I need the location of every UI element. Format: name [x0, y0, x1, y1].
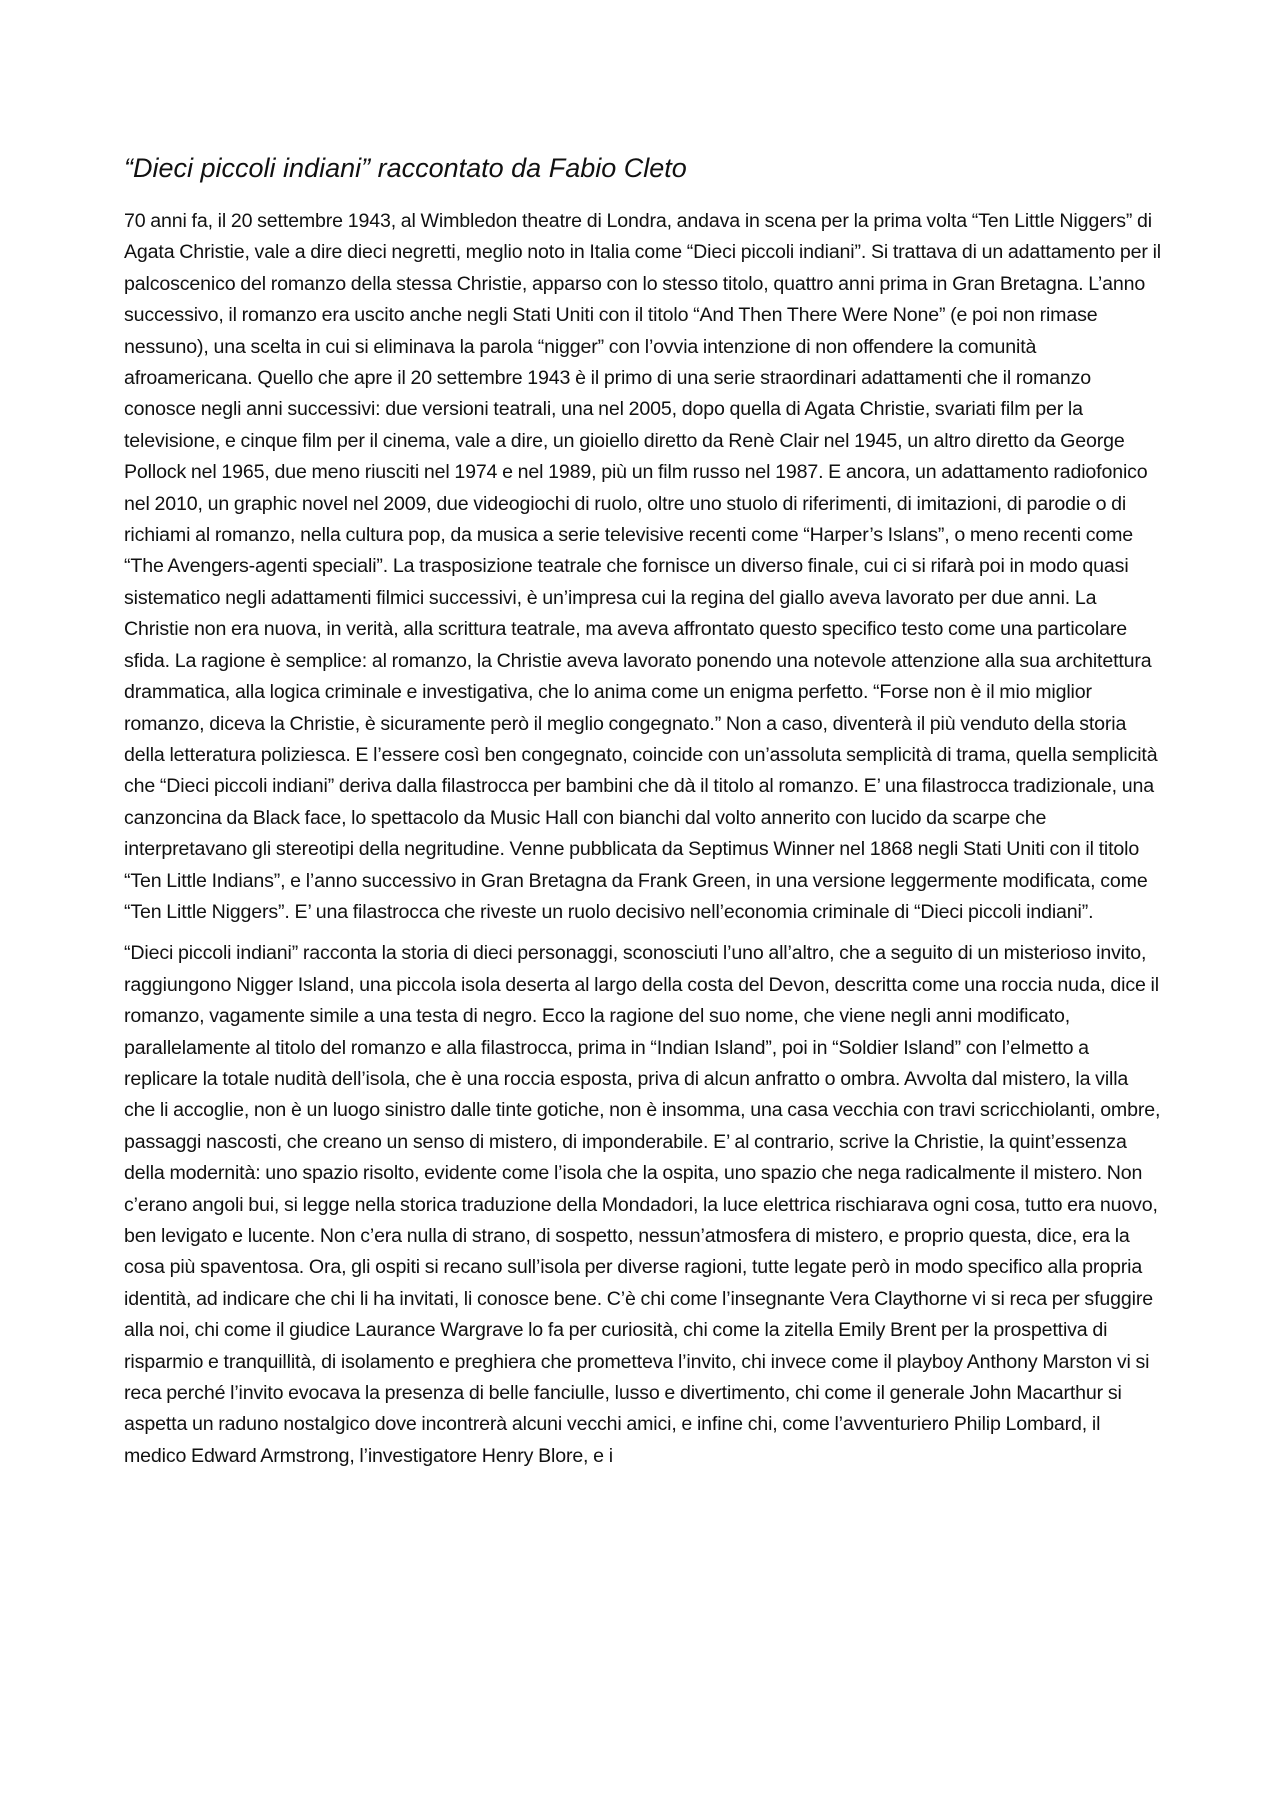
- body-paragraph-2: “Dieci piccoli indiani” racconta la storia di dieci personaggi, sconosciuti l’uno all’altro, che a seguito di un misterioso invito, raggiungono Nigger Island, una piccola isola deserta al largo della costa del Devon, descritta come una roccia nuda, dice il romanzo, vagamente simile a una testa di negro. Ecco la ragione del suo nome, che viene negli anni modificato, parallelamente al titolo del romanzo e alla filastrocca, prima in “Indian Island”, poi in “Soldier Island” con l’elmetto a replicare la totale nudità dell’isola, che è una roccia esposta, priva di alcun anfratto o ombra. Avvolta dal mistero, la villa che li accoglie, non è un luogo sinistro dalle tinte gotiche, non è insomma, una casa vecchia con travi scricchiolanti, ombre, passaggi nascosti, che creano un senso di mistero, di imponderabile. E’ al contrario, scrive la Christie, la quint’essenza della modernità: uno spazio risolto, evidente come l’isola che la ospita, uno spazio che nega radicalmente il mistero. Non c’erano angoli bui, si legge nella storica traduzione della Mondadori, la luce elettrica rischiarava ogni cosa, tutto era nuovo, ben levigato e lucente. Non c’era nulla di strano, di sospetto, nessun’atmosfera di mistero, e proprio questa, dice, era la cosa più spaventosa. Ora, gli ospiti si recano sull’isola per diverse ragioni, tutte legate però in modo specifico alla propria identità, ad indicare che chi li ha invitati, li conosce bene. C’è chi come l’insegnante Vera Claythorne vi si reca per sfuggire alla noi, chi come il giudice Laurance Wargrave lo fa per curiosità, chi come la zitella Emily Brent per la prospettiva di risparmio e tranquillità, di isolamento e preghiera che prometteva l’invito, chi invece come il playboy Anthony Marston vi si reca perché l’invito evocava la presenza di belle fanciulle, lusso e divertimento, chi come il generale John Macarthur si aspetta un raduno nostalgico dove incontrerà alcuni vecchi amici, e infine chi, come l’avventuriero Philip Lombard, il medico Edward Armstrong, l’investigatore Henry Blore, e i: [124, 942, 1161, 1467]
- document-title: “Dieci piccoli indiani” raccontato da Fabio Cleto: [124, 153, 687, 183]
- body-paragraph-1: 70 anni fa, il 20 settembre 1943, al Wimbledon theatre di Londra, andava in scena per la prima volta “Ten Little Niggers” di Agata Christie, vale a dire dieci negretti, meglio noto in Italia come “Dieci piccoli indiani”. Si trattava di un adattamento per il palcoscenico del romanzo della stessa Christie, apparso con lo stesso titolo, quattro anni prima in Gran Bretagna. L’anno successivo, il romanzo era uscito anche negli Stati Uniti con il titolo “And Then There Were None” (e poi non rimase nessuno), una scelta in cui si eliminava la parola “nigger” con l’ovvia intenzione di non offendere la comunità afroamericana. Quello che apre il 20 settembre 1943 è il primo di una serie straordinari adattamenti che il romanzo conosce negli anni successivi: due versioni teatrali, una nel 2005, dopo quella di Agata Christie, svariati film per la televisione, e cinque film per il cinema, vale a dire, un gioiello diretto da Renè Clair nel 1945, un altro diretto da George Pollock nel 1965, due meno riusciti nel 1974 e nel 1989, più un film russo nel 1987. E ancora, un adattamento radiofonico nel 2010, un graphic novel nel 2009, due videogiochi di ruolo, oltre uno stuolo di riferimenti, di imitazioni, di parodie o di richiami al romanzo, nella cultura pop, da musica a serie televisive recenti come “Harper’s Islans”, o meno recenti come “The Avengers-agenti speciali”. La trasposizione teatrale che fornisce un diverso finale, cui ci si rifarà poi in modo quasi sistematico negli adattamenti filmici successivi, è un’impresa cui la regina del giallo aveva lavorato per due anni. La Christie non era nuova, in verità, alla scrittura teatrale, ma aveva affrontato questo specifico testo come una particolare sfida. La ragione è semplice: al romanzo, la Christie aveva lavorato ponendo una notevole attenzione alla sua architettura drammatica, alla logica criminale e investigativa, che lo anima come un enigma perfetto. “Forse non è il mio miglior romanzo, diceva la Christie, è sicuramente però il meglio congegnato.” Non a caso, diventerà il più venduto della storia della letteratura poliziesca. E l’essere così ben congegnato, coincide con un’assoluta semplicità di trama, quella semplicità che “Dieci piccoli indiani” deriva dalla filastrocca per bambini che dà il titolo al romanzo. E’ una filastrocca tradizionale, una canzoncina da Black face, lo spettacolo da Music Hall con bianchi dal volto annerito con lucido da scarpe che interpretavano gli stereotipi della negritudine. Venne pubblicata da Septimus Winner nel 1868 negli Stati Uniti con il titolo “Ten Little Indians”, e l’anno successivo in Gran Bretagna da Frank Green, in una versione leggermente modificata, come “Ten Little Niggers”. E’ una filastrocca che riveste un ruolo decisivo nell’economia criminale di “Dieci piccoli indiani”.: [124, 210, 1162, 923]
- document-page: [124, 150, 1164, 1482]
